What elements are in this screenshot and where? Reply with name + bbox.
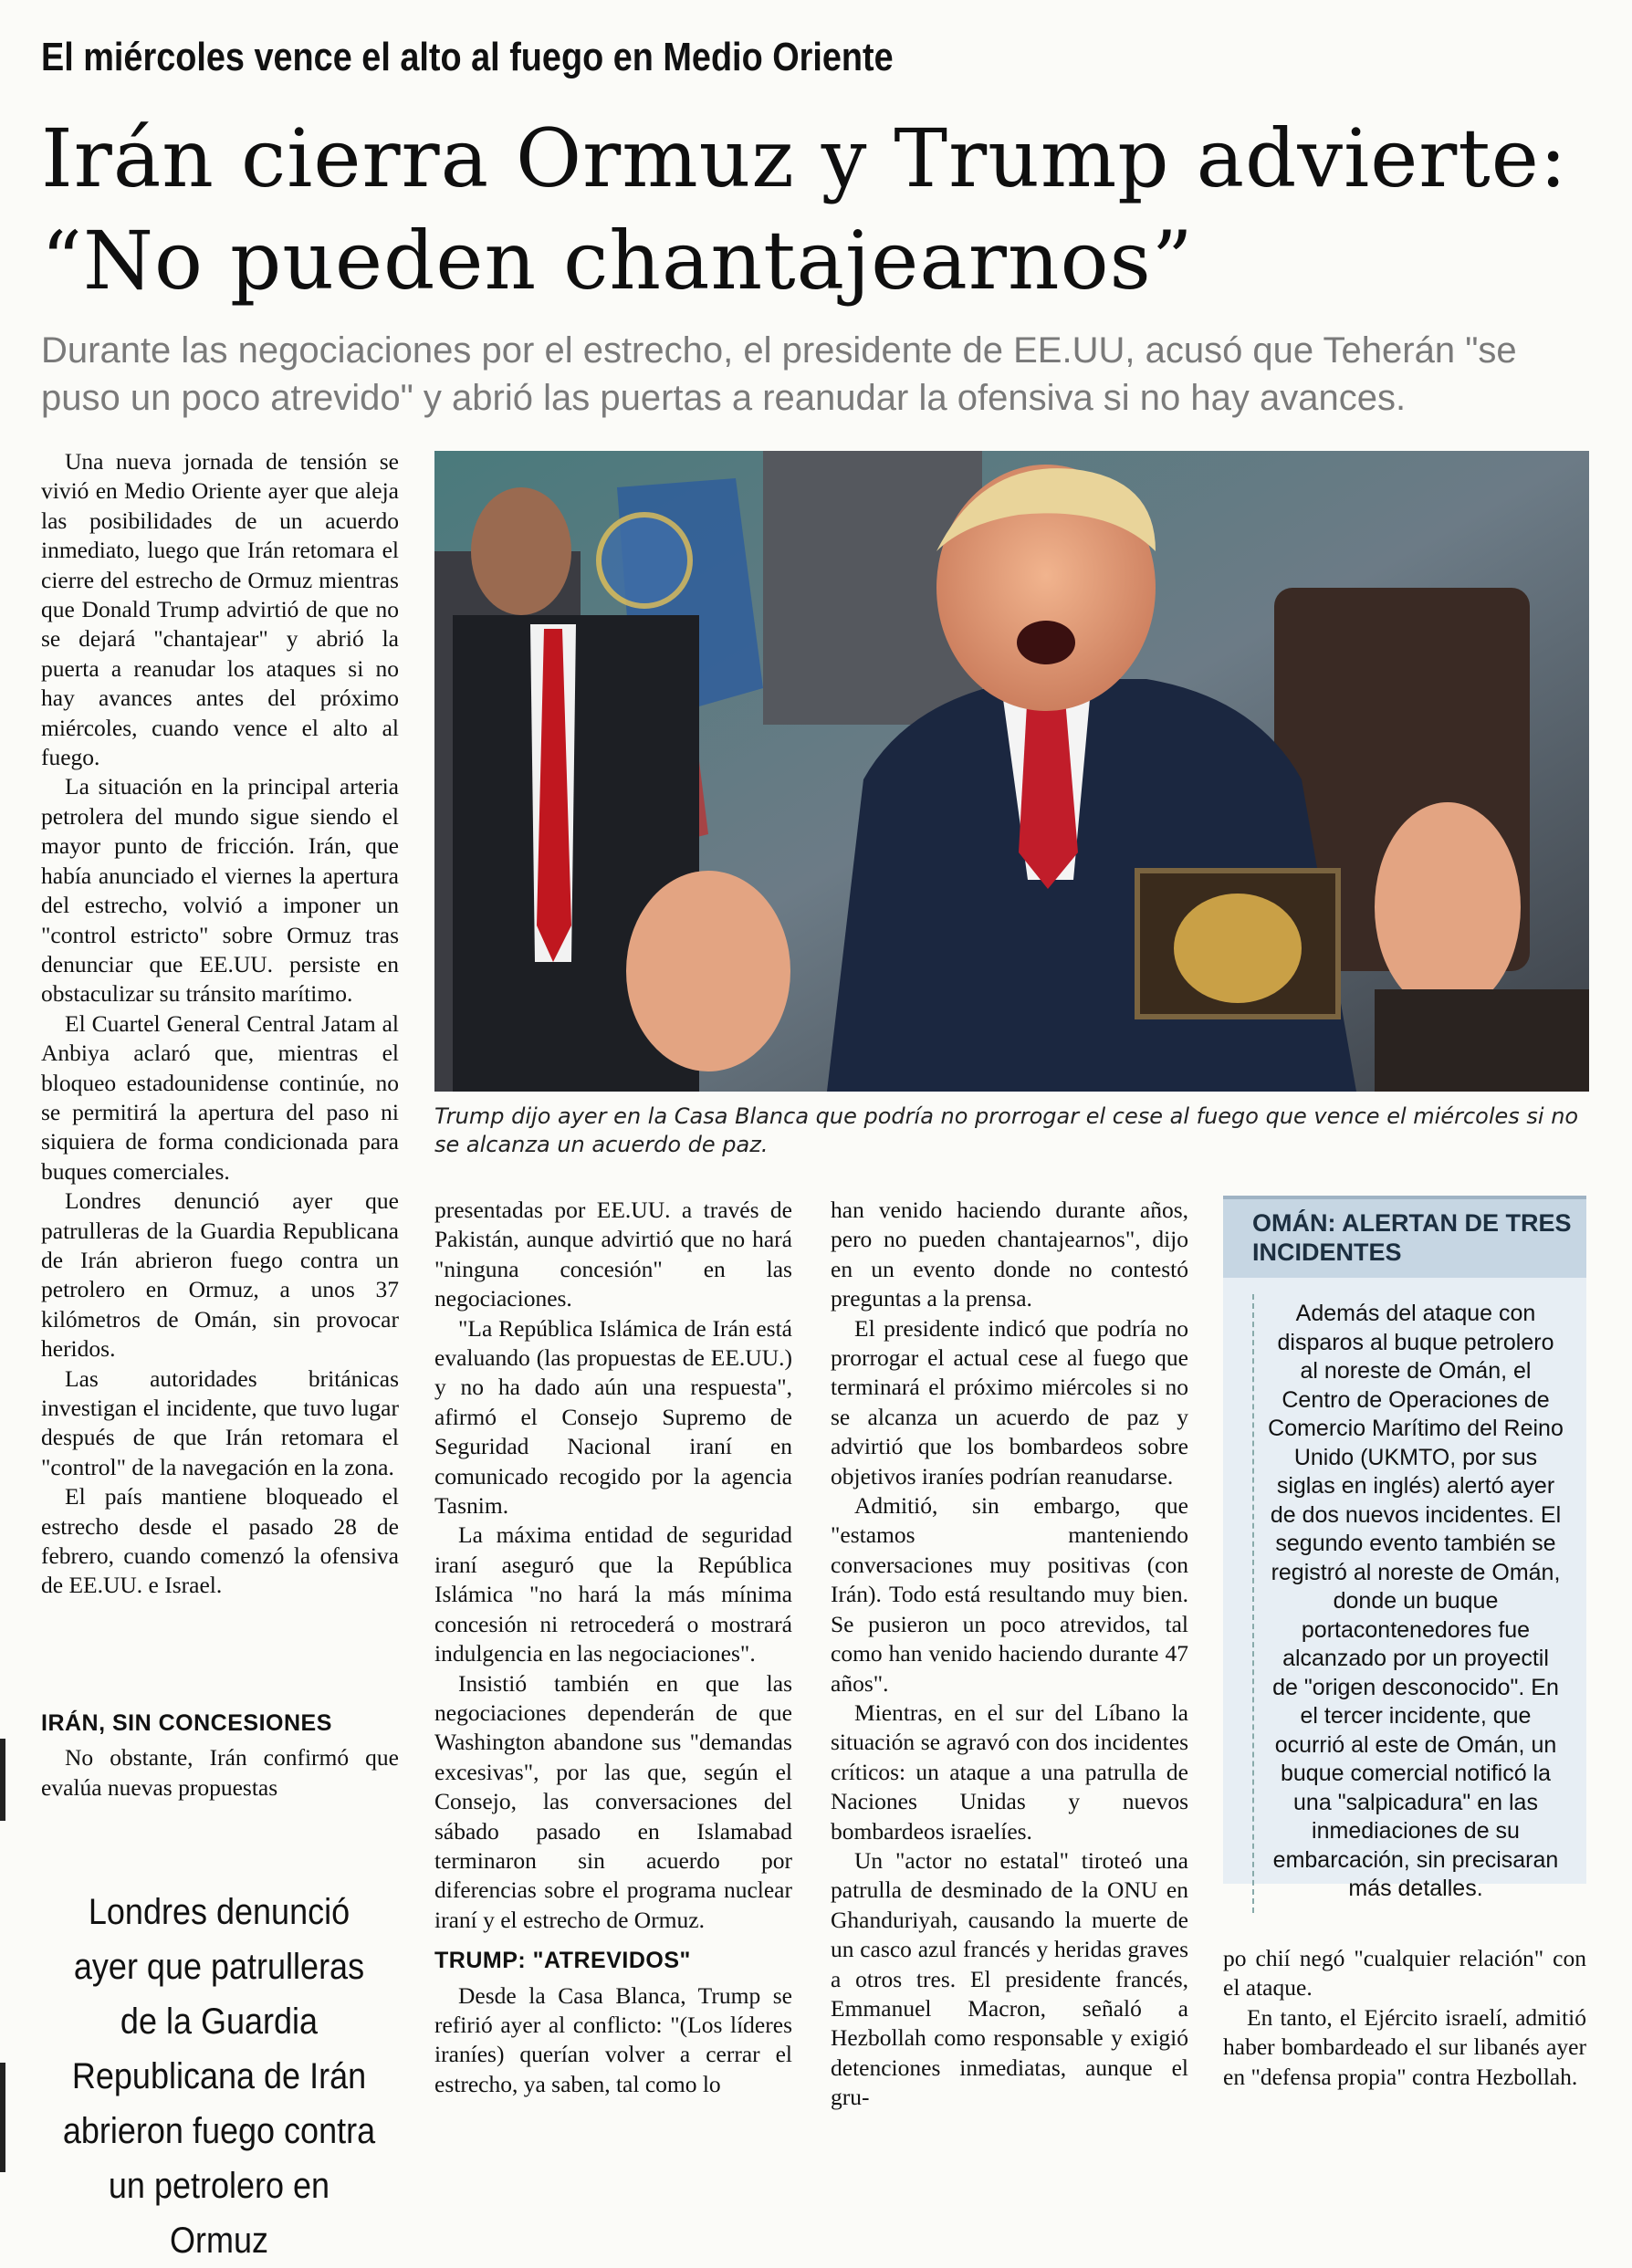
margin-rule (0, 2063, 5, 2172)
paragraph: La máxima entidad de seguridad iraní aseguró que la República Islámica "no hará la más mínima concesión ni retrocederá o mostrará indulgencia en las negociaciones". (434, 1521, 792, 1667)
sidebar-box (1223, 1196, 1586, 1901)
column-2 (434, 1196, 792, 2099)
paragraph: Un "actor no estatal" tiroteó una patrulla de desminado de la ONU en Ghanduriyah, causando la muerte de un casco azul francés y heridas graves a otros tres. El presidente francés, Emmanuel Macron, señaló a Hezbollah como responsable y exigió detenciones inmediatas, aunque el gru- (831, 1846, 1188, 2111)
column-1-subsection (41, 1698, 399, 1803)
paragraph: Una nueva jornada de tensión se vivió en Medio Oriente ayer que aleja las posibilidades de un acuerdo inmediato, luego que Irán retomara el cierre del estrecho de Ormuz mientras que Donald Trump advirtió de que no se dejará "chantajear" y abrió la puerta a reanudar los ataques si no hay avances antes del próximo miércoles, cuando vence el alto al fuego. (41, 448, 399, 771)
kicker: El miércoles vence el alto al fuego en Medio Oriente (41, 35, 894, 79)
photo-illustration (434, 451, 1589, 1092)
paragraph: "La República Islámica de Irán está evaluando (las propuestas de EE.UU.) y no ha dado aún una respuesta", afirmó el Consejo Supremo de Seguridad Nacional iraní en comunicado recogido por la agencia Tasnim. (434, 1314, 792, 1520)
headline-line-2: “No pueden chantajearnos” (41, 214, 1194, 308)
photo-caption: Trump dijo ayer en la Casa Blanca que podría no prorrogar el cese al fuego que vence el miércoles si no se alcanza un acuerdo de paz. (434, 1103, 1579, 1157)
paragraph: Las autoridades británicas investigan el incidente, que tuvo lugar después de que Irán retomara el "control" de la navegación en la zona. (41, 1364, 399, 1480)
subhead-trump: TRUMP: "ATREVIDOS" (434, 1948, 691, 1974)
paragraph: han venido haciendo durante años, pero no pueden chantajearnos", dijo en un evento donde no contestó preguntas a la prensa. (831, 1197, 1188, 1312)
paragraph: po chií negó "cualquier relación" con el ataque. (1223, 1945, 1586, 2001)
headline (41, 108, 1593, 312)
paragraph: Desde la Casa Blanca, Trump se refirió ayer al conflicto: "(Los líderes iraníes) querían volver a cerrar el estrecho, ya saben, tal como lo (434, 1981, 792, 2097)
paragraph: La situación en la principal arteria petrolera del mundo sigue siendo el mayor punto de fricción. Irán, que había anunciado el viernes la apertura del estrecho, volvió a imponer un "control estricto" sobre Ormuz tras denunciar que EE.UU. persiste en obstaculizar su tránsito marítimo. (41, 773, 399, 1008)
news-photo (434, 451, 1589, 1092)
paragraph: El presidente indicó que podría no prorrogar el actual cese al fuego que terminará el próximo miércoles si no se alcanza un acuerdo de paz y advirtió que los bombardeos sobre objetivos iraníes podrían reanudarse. (831, 1314, 1188, 1489)
paragraph: Mientras, en el sur del Líbano la situación se agravó con dos incidentes críticos: un ataque a una patrulla de Naciones Unidas y nuevos bombardeos israelíes. (831, 1698, 1188, 1845)
column-3 (831, 1196, 1188, 2113)
sidebar-body: Además del ataque con disparos al buque petrolero al noreste de Omán, el Centro de Operaciones de Comercio Marítimo del Reino Unido (UKMTO, por sus siglas en inglés) alertó ayer de dos nuevos incidentes. El segundo evento también se registró al noreste de Omán, donde un buque portacontenedores fue alcanzado por un proyectil de "origen desconocido". En el tercer incidente, que ocurrió al este de Omán, un buque comercial notificó la una "salpicadura" en las inmediaciones de su embarcación, sin precisaran más detalles. (1252, 1294, 1574, 1913)
paragraph: El país mantiene bloqueado el estrecho desde el pasado 28 de febrero, cuando comenzó la ofensiva de EE.UU. e Israel. (41, 1483, 399, 1599)
subhead-iran: IRÁN, SIN CONCESIONES (41, 1710, 332, 1736)
paragraph: Admitió, sin embargo, que "estamos manteniendo conversaciones muy positivas (con Irán). Todo está resultando muy bien. Se pusieron un poco atrevidos, tal como han venido haciendo durante 47 años". (831, 1492, 1188, 1697)
sidebar-title: OMÁN: ALERTAN DE TRES INCIDENTES (1223, 1199, 1586, 1278)
deck: Durante las negociaciones por el estrecho, el presidente de EE.UU, acusó que Teherán "se puso un poco atrevido" y abrió las puertas a reanudar la ofensiva si no hay avances. (41, 330, 1517, 418)
paragraph: No obstante, Irán confirmó que evalúa nuevas propuestas (41, 1744, 399, 1801)
paragraph: Londres denunció ayer que patrulleras de la Guardia Republicana de Irán abrieron fuego contra un petrolero en Ormuz, a unos 37 kilómetros de Omán, sin provocar heridos. (41, 1187, 399, 1363)
pull-quote: Londres denunció ayer que patrulleras de la Guardia Republicana de Irán abrieron fuego contra un petrolero en Ormuz (62, 1892, 376, 2261)
margin-rule (0, 1739, 5, 1821)
paragraph: presentadas por EE.UU. a través de Pakistán, aunque advirtió que no hará "ninguna concesión" en las negociaciones. (434, 1197, 792, 1312)
column-1 (41, 447, 399, 1601)
paragraph: El Cuartel General Central Jatam al Anbiya aclaró que, mientras el bloqueo estadounidense continúe, no se permitirá la apertura del paso ni siquiera de forma condicionada para buques comerciales. (41, 1009, 399, 1185)
paragraph: En tanto, el Ejército israelí, admitió haber bombardeado el sur libanés ayer en "defensa propia" contra Hezbollah. (1223, 2003, 1586, 2090)
column-4 (1223, 1944, 1586, 2092)
paragraph: Insistió también en que las negociaciones dependerán de que Washington abandone sus "demandas excesivas", por las que, según el Consejo, las conversaciones del sábado pasado en Islamabad terminaron sin acuerdo por diferencias sobre el programa nuclear iraní y el estrecho de Ormuz. (434, 1669, 792, 1933)
headline-line-1: Irán cierra Ormuz y Trump advierte: (41, 111, 1568, 205)
